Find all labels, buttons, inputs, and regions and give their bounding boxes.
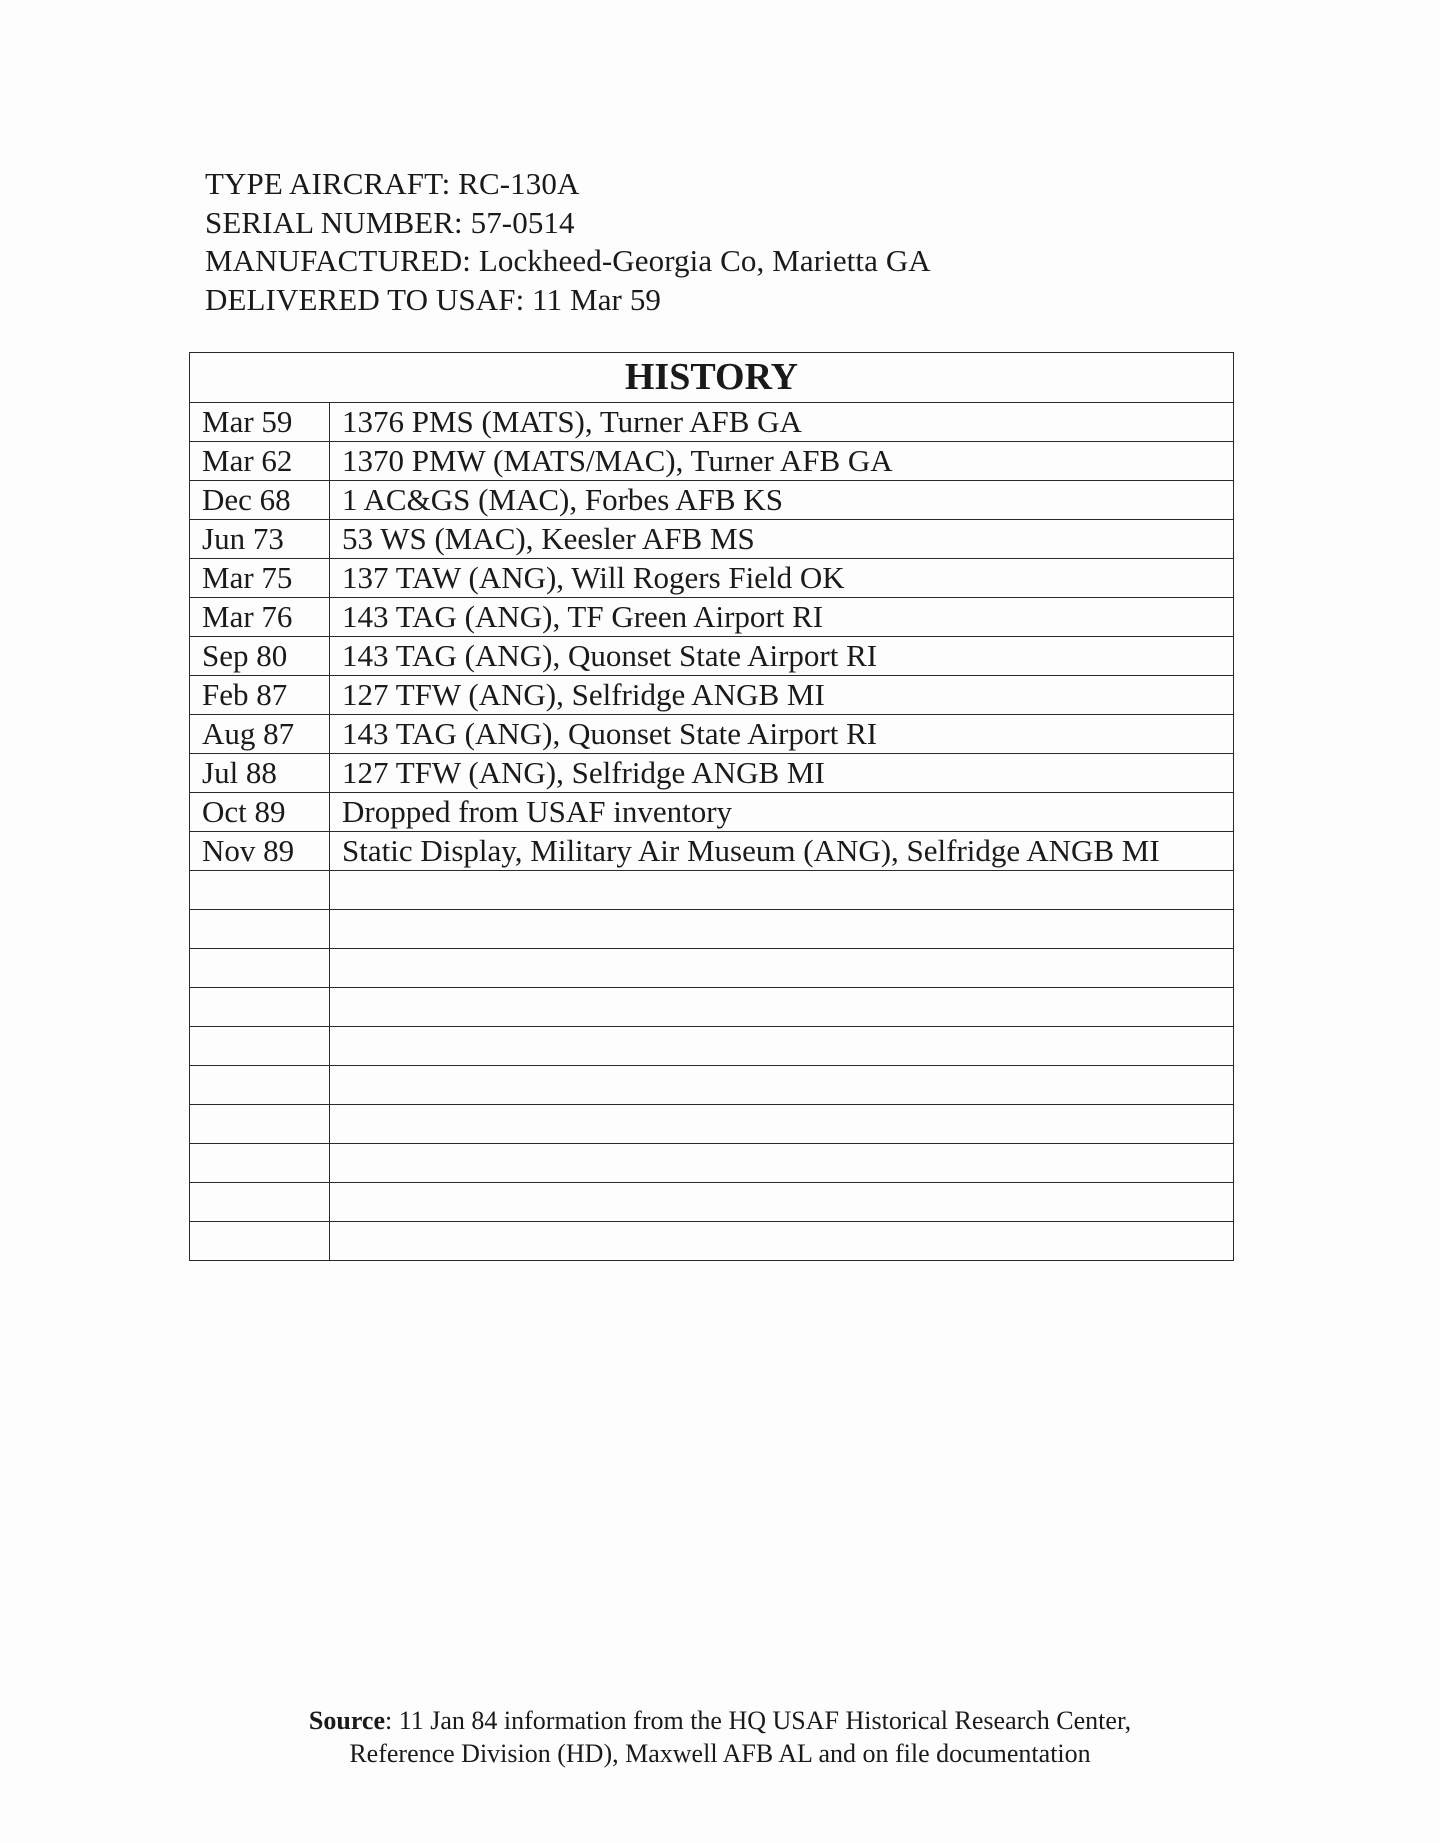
manufactured: MANUFACTURED: Lockheed-Georgia Co, Marietta GA bbox=[205, 243, 931, 278]
history-event: 53 WS (MAC), Keesler AFB MS bbox=[330, 520, 1234, 559]
history-date: Jul 88 bbox=[190, 754, 330, 793]
history-date: Mar 75 bbox=[190, 559, 330, 598]
history-date bbox=[190, 1066, 330, 1105]
history-date: Mar 59 bbox=[190, 403, 330, 442]
history-date bbox=[190, 1144, 330, 1183]
history-date bbox=[190, 988, 330, 1027]
history-event bbox=[330, 988, 1234, 1027]
source-text-1: : 11 Jan 84 information from the HQ USAF Historical Research Center, bbox=[385, 1706, 1132, 1735]
table-row bbox=[190, 559, 1234, 598]
history-date: Sep 80 bbox=[190, 637, 330, 676]
history-date bbox=[190, 1105, 330, 1144]
history-date bbox=[190, 949, 330, 988]
history-date: Jun 73 bbox=[190, 520, 330, 559]
history-event: Dropped from USAF inventory bbox=[330, 793, 1234, 832]
table-row bbox=[190, 1222, 1234, 1261]
history-table bbox=[189, 352, 1234, 1261]
table-row bbox=[190, 793, 1234, 832]
history-date: Nov 89 bbox=[190, 832, 330, 871]
history-date: Oct 89 bbox=[190, 793, 330, 832]
history-body bbox=[190, 403, 1234, 1261]
history-event: Static Display, Military Air Museum (ANG), Selfridge ANGB MI bbox=[330, 832, 1234, 871]
history-date: Feb 87 bbox=[190, 676, 330, 715]
history-event: 1370 PMW (MATS/MAC), Turner AFB GA bbox=[330, 442, 1234, 481]
table-row bbox=[190, 1027, 1234, 1066]
delivered-to-usaf: DELIVERED TO USAF: 11 Mar 59 bbox=[205, 281, 662, 317]
table-row bbox=[190, 871, 1234, 910]
history-event bbox=[330, 1066, 1234, 1105]
table-row bbox=[190, 949, 1234, 988]
history-title: HISTORY bbox=[190, 353, 1234, 403]
history-date: Dec 68 bbox=[190, 481, 330, 520]
history-date: Aug 87 bbox=[190, 715, 330, 754]
source-line-2: Reference Division (HD), Maxwell AFB AL and on file documentation bbox=[349, 1739, 1091, 1768]
table-row bbox=[190, 1105, 1234, 1144]
table-row bbox=[190, 676, 1234, 715]
table-row bbox=[190, 1066, 1234, 1105]
history-event bbox=[330, 1183, 1234, 1222]
table-row bbox=[190, 988, 1234, 1027]
table-row bbox=[190, 832, 1234, 871]
history-event bbox=[330, 910, 1234, 949]
history-date: Mar 62 bbox=[190, 442, 330, 481]
table-row bbox=[190, 403, 1234, 442]
table-row bbox=[190, 442, 1234, 481]
history-event bbox=[330, 1105, 1234, 1144]
history-title-row bbox=[190, 353, 1234, 403]
history-event bbox=[330, 949, 1234, 988]
history-event bbox=[330, 1222, 1234, 1261]
serial-number: SERIAL NUMBER: 57-0514 bbox=[205, 204, 575, 240]
history-event bbox=[330, 1144, 1234, 1183]
history-date bbox=[190, 1027, 330, 1066]
history-date: Mar 76 bbox=[190, 598, 330, 637]
source-note bbox=[0, 1704, 1440, 1770]
table-row bbox=[190, 481, 1234, 520]
source-label: Source bbox=[308, 1706, 385, 1735]
table-row bbox=[190, 520, 1234, 559]
table-row bbox=[190, 1144, 1234, 1183]
history-date bbox=[190, 1222, 330, 1261]
history-date bbox=[190, 1183, 330, 1222]
history-date bbox=[190, 871, 330, 910]
source-line-1 bbox=[0, 1704, 1440, 1737]
history-event: 143 TAG (ANG), Quonset State Airport RI bbox=[330, 715, 1234, 754]
history-event: 1376 PMS (MATS), Turner AFB GA bbox=[330, 403, 1234, 442]
history-event: 127 TFW (ANG), Selfridge ANGB MI bbox=[330, 754, 1234, 793]
table-row bbox=[190, 910, 1234, 949]
table-row bbox=[190, 637, 1234, 676]
type-aircraft: TYPE AIRCRAFT: RC-130A bbox=[205, 166, 580, 201]
history-event: 143 TAG (ANG), Quonset State Airport RI bbox=[330, 637, 1234, 676]
history-event: 137 TAW (ANG), Will Rogers Field OK bbox=[330, 559, 1234, 598]
table-row bbox=[190, 598, 1234, 637]
table-row bbox=[190, 1183, 1234, 1222]
history-event bbox=[330, 1027, 1234, 1066]
table-row bbox=[190, 715, 1234, 754]
history-event: 127 TFW (ANG), Selfridge ANGB MI bbox=[330, 676, 1234, 715]
history-event bbox=[330, 871, 1234, 910]
history-event: 1 AC&GS (MAC), Forbes AFB KS bbox=[330, 481, 1234, 520]
aircraft-info bbox=[205, 165, 931, 319]
table-row bbox=[190, 754, 1234, 793]
history-date bbox=[190, 910, 330, 949]
history-event: 143 TAG (ANG), TF Green Airport RI bbox=[330, 598, 1234, 637]
